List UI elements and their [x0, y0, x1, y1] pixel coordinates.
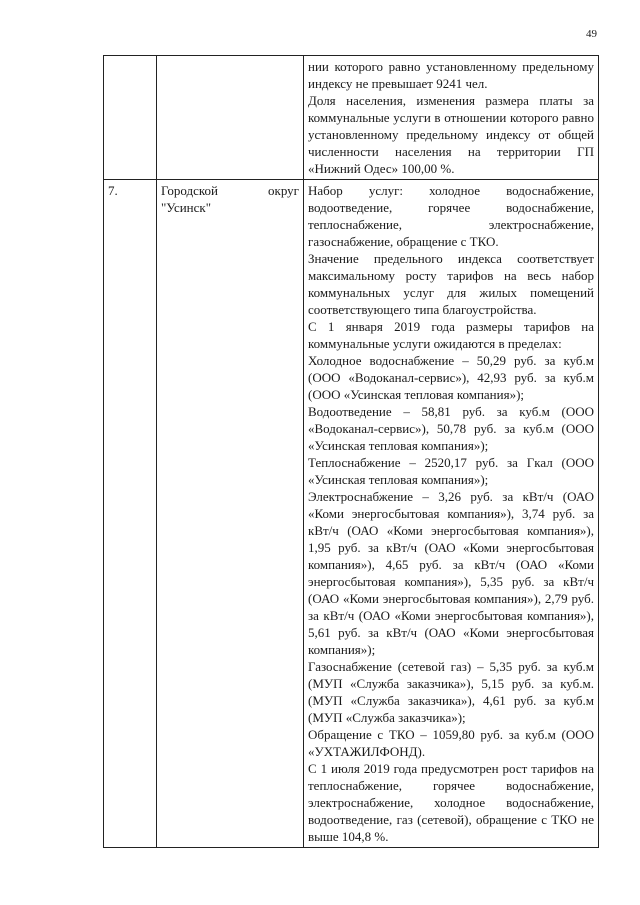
paragraph: Обращение с ТКО – 1059,80 руб. за куб.м (ООО «УХТАЖИЛФОНД). — [308, 727, 594, 759]
cell-number-empty — [104, 56, 157, 180]
paragraph: С 1 января 2019 года размеры тарифов на коммунальные услуги ожидаются в пределах: — [308, 319, 594, 351]
municipality-name — [157, 180, 304, 848]
paragraph: С 1 июля 2019 года предусмотрен рост тарифов на теплоснабжение, горячее водоснабжение, электроснабжение, холодное водоснабжение, водоотведение, газ (сетевой), обращение с ТКО не выше 104,8 %. — [308, 761, 594, 844]
paragraph: нии которого равно установленному предельному индексу не превышает 9241 чел. — [308, 59, 594, 91]
paragraph: Доля населения, изменения размера платы за коммунальные услуги в отношении которого равно установленному предельному индексу от общей численности населения на территории ГП «Нижний Одес» 100,00 %. — [308, 93, 594, 176]
paragraph: Значение предельного индекса соответствует максимальному росту тарифов на весь набор коммунальных услуг для жилых помещений соответствующего типа благоустройства. — [308, 251, 594, 317]
table-row-7 — [104, 180, 599, 848]
page-number: 49 — [586, 28, 597, 40]
name-line: "Усинск" — [161, 200, 212, 215]
paragraph: Электроснабжение – 3,26 руб. за кВт/ч (ОАО «Коми энергосбытовая компания»), 3,74 руб. за кВт/ч (ОАО «Коми энергосбытовая компания»), 1,95 руб. за кВт/ч (ОАО «Коми энергосбытовая компания»), 4,65 руб. за кВт/ч (ОАО «Коми энергосбытовая компания»), 5,35 руб. за кВт/ч (ОАО «Коми энергосбытовая компания»), 2,79 руб. за кВт/ч (ОАО «Коми энергосбытовая компания»), 5,61 руб. за кВт/ч (ОАО «Коми энергосбытовая компания»); — [308, 489, 594, 657]
paragraph: Теплоснабжение – 2520,17 руб. за Гкал (ООО «Усинская тепловая компания»); — [308, 455, 594, 487]
cell-description — [304, 180, 599, 848]
name-word: Городской — [161, 183, 218, 198]
row-number: 7. — [104, 180, 157, 848]
tariff-table — [103, 55, 599, 848]
cell-name-empty — [157, 56, 304, 180]
paragraph: Водоотведение – 58,81 руб. за куб.м (ООО «Водоканал-сервис»), 50,78 руб. за куб.м (ООО «Усинская тепловая компания»); — [308, 404, 594, 453]
table-row-continuation — [104, 56, 599, 180]
name-word: округ — [268, 183, 299, 198]
paragraph: Набор услуг: холодное водоснабжение, водоотведение, горячее водоснабжение, теплоснабжение, электроснабжение, газоснабжение, обращение с ТКО. — [308, 183, 594, 249]
cell-description — [304, 56, 599, 180]
paragraph: Холодное водоснабжение – 50,29 руб. за куб.м (ООО «Водоканал-сервис»), 42,93 руб. за куб.м (ООО «Усинская тепловая компания»); — [308, 353, 594, 402]
paragraph: Газоснабжение (сетевой газ) – 5,35 руб. за куб.м (МУП «Служба заказчика»), 5,15 руб. за куб.м. (МУП «Служба заказчика»), 4,61 руб. за куб.м (МУП «Служба заказчика»); — [308, 659, 594, 725]
